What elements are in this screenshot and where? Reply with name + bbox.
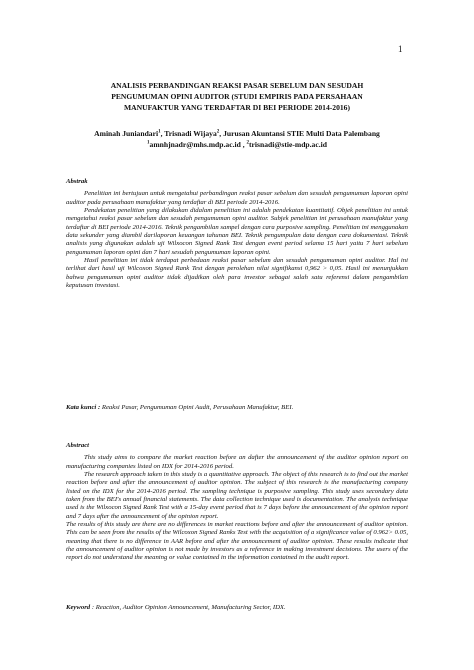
paper-title xyxy=(64,80,410,113)
abstract-paragraph-2: The research approach taken in this study is a quantitative approach. The object of this research is to find out the market reaction before and after the announcement of auditor opinion. The subject of this research is the manufacturing company listed on the IDX for the 2014-2016 period. The sampling technique is purposive sampling. This study uses secondary data taken from the BEI's annual financial statements. The data collection technique used is documentation. The analysis technique used is the Wilxocon Signed Rank Test with a 15-day event period that is 7 days before the announcement of the opinion report and 7 days after the announcement of the opinion report. xyxy=(66,471,408,520)
title-line-1: ANALISIS PERBANDINGAN REAKSI PASAR SEBELUM DAN SESUDAH xyxy=(110,81,364,90)
abstract-section xyxy=(66,442,408,563)
author-sup-2: 2 xyxy=(216,129,220,135)
author-sup-1: 1 xyxy=(158,129,161,135)
email-2: trisnadi@stie-mdp.ac.id xyxy=(249,140,327,149)
author-block xyxy=(60,128,414,150)
keyword xyxy=(66,604,408,612)
keyword-text: : Reaction, Auditor Opinion Announcement, Manufacturing Sector, IDX. xyxy=(90,604,286,611)
title-line-3: MANUFAKTUR YANG TERDAFTAR DI BEI PERIODE 2014-2016) xyxy=(124,103,350,112)
keyword-label: Keyword xyxy=(66,604,91,611)
abstract-paragraph-1: This study aims to compare the market reaction before an dafter the announcement of the auditor opinion report on manufacturing companies listed on IDX for 2014-2016 period. xyxy=(66,454,408,470)
email-separator: , xyxy=(240,140,247,149)
abstrak-paragraph-1: Penelitian ini bertujuan untuk mengetahui perbandingan reaksi pasar sebelum dan sesudah pengumuman laporan opini auditor pada perusahaan manufaktur yang terdaftar di BEI periode 2014-2016. xyxy=(66,190,408,206)
kata-kunci xyxy=(66,404,408,412)
title-line-2: PENGUMUMAN OPINI AUDITOR (STUDI EMPIRIS PADA PERSAHAAN xyxy=(111,92,363,101)
abstrak-heading: Abstrak xyxy=(66,178,88,185)
abstrak-paragraph-2: Pendekatan penelitian yang dilakukan didalam penelitian ini adalah pendekatan kuantitatif. Objek penelitian ini untuk mengetahui reaksi pasar sebelum dan sesudah pengumuman opini auditor. Subjek penelitian ini perusahaan manufaktur yang terdaftar di BEI periode 2014-2016. Teknik pengambilan sampel dengan cara purposive sampling. Penelitian ini menggunakan data sekunder yang diambil darilaporan keuangan tahunan BEI. Teknik pengumpulan data dengan cara dokumentasi. Teknik analisis yang digunakan adalah uji Wilxocon Signed Rank Test dengan event period selama 15 hari yaitu 7 hari sebelum pengumuman laporan opini dan 7 hari sesudah pengumuman laporan opini. xyxy=(66,207,408,256)
abstract-heading: Abstract xyxy=(66,442,90,449)
author-line xyxy=(60,128,414,139)
email-sup-2: 2 xyxy=(246,140,249,146)
author-name-1: Aminah Juniandari xyxy=(94,129,159,138)
author-name-2: , Trisnadi Wijaya xyxy=(160,129,217,138)
abstrak-paragraph-3: Hasil penelitian ini tidak terdapat perbedaan reaksi pasar sebelum dan sesudah pengumuman opini auditor. Hal ini terlihat dari hasil uji Wilcoxon Signed Rank Test dengan perolehan nilai signifikansi 0,962 > 0,05. Hasil ini menunjukkan bahwa pengumuman opini auditor tidak dijadikan oleh para investor sebagai salah satu referensi dalam pengambilan keputusan investasi. xyxy=(66,257,408,290)
email-line xyxy=(60,139,414,150)
kata-kunci-text: Reaksi Pasar, Pengumuman Opini Audit, Perusahaan Manufaktur, BEI. xyxy=(100,404,294,411)
page-number: 1 xyxy=(398,44,403,54)
email-1: amnhjnadr@mhs.mdp.ac.id xyxy=(149,140,241,149)
email-sup-1: 1 xyxy=(147,140,150,146)
kata-kunci-label: Kata kunci : xyxy=(66,404,101,411)
author-affiliation: , Jurusan Akuntansi STIE Multi Data Palembang xyxy=(219,129,380,138)
abstrak-section xyxy=(66,178,408,290)
abstract-paragraph-3: The results of this study are there are no differences in market reactions before and after the announcement of auditor opinion. This can be seen from the results of the Wilcoxon Signed Ranks Test with the acquisition of a significance value of 0.962> 0.05, meaning that there is no difference in AAR before and after the announcement of auditor opinion. These results indicate that the announcement of auditor opinion is not made by investors as a reference in making investment decisions. The users of the report do not understand the meaning or value contained in the information contained in the audit report. xyxy=(66,521,408,562)
